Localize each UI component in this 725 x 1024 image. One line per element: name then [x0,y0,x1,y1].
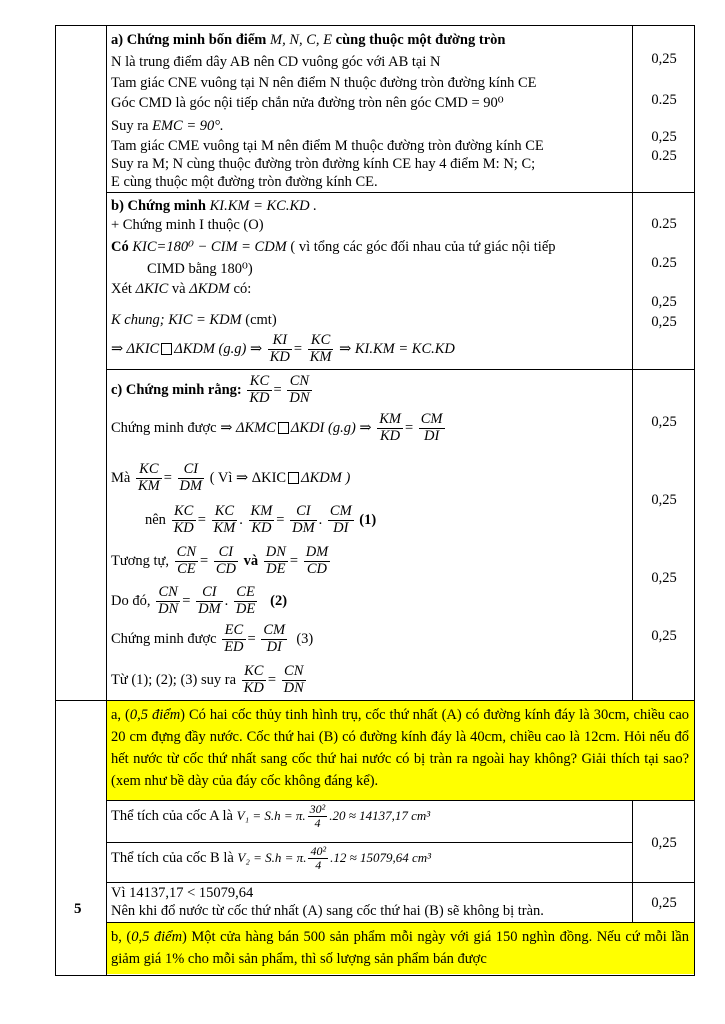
text-line: Từ (1); (2); (3) suy ra $\frac{KC}{KD}$ = $\frac{CN}{DN}$ [111,663,304,696]
text-line: N là trung điểm dây AB nên CD vuông góc với AB tại N [111,54,441,70]
row-divider [106,882,695,883]
q5b-prompt: b, (0,5 điểm) Một cửa hàng bán 500 sản phẩm mỗi ngày với giá 150 nghìn đồng. Nếu cứ mỗi lần giảm giá 1% cho mỗi sản phẩm, thì số lượng sản phẩm bán được [111,929,689,967]
similar-symbol [161,343,172,355]
text-line: Tam giác CNE vuông tại N nên điểm N thuộc đường tròn đường kính CE [111,75,537,91]
text-line: ⇒ ΔKIC ΔKDM (g.g) ⇒ $\frac{KI}{KD}$ = $\frac{KC}{KM}$ ⇒ KI.KM = KC.KD [111,332,455,365]
text-line: E cùng thuộc một đường tròn đường kính CE. [111,174,378,190]
score: 0,25 [651,628,677,644]
score: 0,25 [651,51,677,67]
text-line: Mà $\frac{KC}{KM}$ = $\frac{CI}{DM}$ ( Vì ⇒ ΔKIC ΔKDM ) [111,461,351,494]
score: 0,25 [651,895,677,911]
row-divider [106,842,632,843]
text-line: Tương tự, $\frac{CN}{CE}$ = $\frac{CI}{CD}$ và $\frac{DN}{DE}$ = $\frac{DM}{CD}$ [111,544,329,577]
score: 0,25 [651,570,677,586]
text-line: Tam giác CME vuông tại M nên điểm M thuộc đường tròn đường kính CE [111,138,544,154]
text-line: Chứng minh được $\frac{EC}{ED}$ = $\frac{CM}{DI}$ (3) [111,622,314,655]
text-line: Xét ΔKIC và ΔKDM có: [111,281,252,297]
q5a-prompt: a, (0,5 điểm) Có hai cốc thủy tinh hình trụ, cốc thứ nhất (A) có đường kính đáy là 30cm, chiều cao 20 cm đựng đầy nước. Cốc thứ hai (B) có đường kính đáy là 40cm, chiều cao là 12cm. Hỏi nếu đổ hết nước từ cốc thứ nhất sang cốc thứ hai nước có bị tràn ra ngoài hay không? Giải thích tại sao? (xem như bề dày của đáy cốc không đáng kể). [111,707,690,789]
score: 0,25 [651,129,677,145]
score: 0,25 [651,294,677,310]
row-divider [106,800,695,801]
text-line: Góc CMD là góc nội tiếp chắn nửa đường tròn nên góc CMD = 90⁰ [111,95,504,111]
text-line: Suy ra EMC = 90°. [111,118,224,134]
score: 0.25 [651,92,677,108]
text-line: Suy ra M; N cùng thuộc đường tròn đường kính CE hay 4 điểm M: N; C; [111,156,536,172]
score: 0,25 [651,492,677,508]
score: 0.25 [651,148,677,164]
score: 0.25 [651,255,677,271]
table-border-right [694,25,695,975]
row-divider [106,369,695,370]
question-number: 5 [74,901,82,917]
text-line: K chung; KIC = KDM (cmt) [111,312,277,328]
text-line: nên $\frac{KC}{KD}$ = $\frac{KC}{KM}$ . $\frac{KM}{KD}$ = $\frac{CI}{DM}$ . $\frac{CM}{DI}$ (1) [145,503,377,536]
text-line: Chứng minh được ⇒ ΔKMC ΔKDI (g.g) ⇒ $\frac{KM}{KD}$ = $\frac{CM}{DI}$ [111,411,443,444]
text-line: Do đó, $\frac{CN}{DN}$ = $\frac{CI}{DM}$ . $\frac{CE}{DE}$ (2) [111,584,288,617]
table-border-left [55,25,56,975]
table-border-bottom [55,975,695,976]
text-line: Có KIC=180⁰ − CIM = CDM ( vì tổng các góc đối nhau của tứ giác nội tiếp [111,239,556,255]
table-col-divider-1 [106,25,107,975]
text-line: Nên khi đổ nước từ cốc thứ nhất (A) sang cốc thứ hai (B) sẽ không bị tràn. [111,903,544,919]
text-line: CIMD bằng 180⁰) [147,261,253,277]
row-divider [106,192,695,193]
table-col-divider-2 [632,25,633,700]
part-b-title: b) Chứng minh KI.KM = KC.KD . [111,198,317,214]
score: 0,25 [651,314,677,330]
part-c-title: c) Chứng minh rằng: $\frac{KC}{KD}$ = $\frac{CN}{DN}$ [111,373,310,406]
table-border-top [55,25,695,26]
text-line: Vì 14137,17 < 15079,64 [111,885,254,901]
score: 0.25 [651,216,677,232]
part-a-title: a) Chứng minh bốn điểm M, N, C, E cùng thuộc một đường tròn [111,32,506,48]
score: 0,25 [651,414,677,430]
score: 0,25 [651,835,677,851]
volume-a: Thể tích của cốc A là V₁ = S.h = π. $\frac{\text{30²}}{4}$ .20 ≈ 14137,17 cm³ [111,802,431,831]
table-col-divider-2b [632,800,633,923]
text-line: + Chứng minh I thuộc (O) [111,217,264,233]
volume-b: Thể tích của cốc B là V₂ = S.h = π. $\frac{\text{40²}}{4}$ .12 ≈ 15079,64 cm³ [111,844,432,873]
